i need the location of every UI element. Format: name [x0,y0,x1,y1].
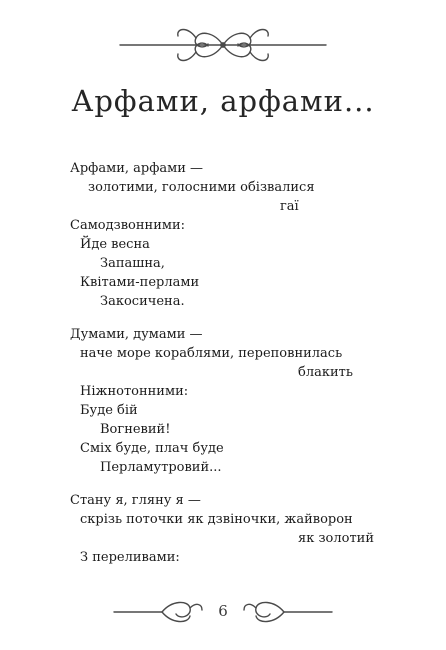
poem-line: золотими, голосними обізвалися [88,180,315,195]
poem-line: Самодзвонними: [70,218,186,233]
page-number: 6 [218,602,228,620]
poem-line: Ніжнотонними: [80,384,189,399]
poem-line: наче море кораблями, переповнилась [80,346,343,361]
poem-line: Квітами-перлами [80,275,200,290]
poem-line: Запашна, [100,256,165,271]
poem-line: Стану я, гляну я — [70,493,201,508]
poem-line: гаї [280,199,299,214]
poem-line: Перламутровий... [100,460,222,475]
top-flourish-ornament-icon [118,22,328,68]
poem-line: як золотий [298,531,374,546]
poem-line: Сміх буде, плач буде [80,441,224,456]
poem-line: Арфами, арфами — [70,161,204,176]
poem-line: Думами, думами — [70,327,203,342]
poem-title: Арфами, арфами... [71,84,375,118]
poem-line: скрізь поточки як дзвіночки, жайворон [80,512,353,527]
poem-line: З переливами: [80,550,180,565]
poem-line: Йде весна [80,237,150,252]
poem-line: блакить [298,365,353,380]
poem-line: Закосичена. [100,294,185,309]
poem-line: Вогневий! [100,422,171,437]
poem-line: Буде бій [80,403,138,418]
